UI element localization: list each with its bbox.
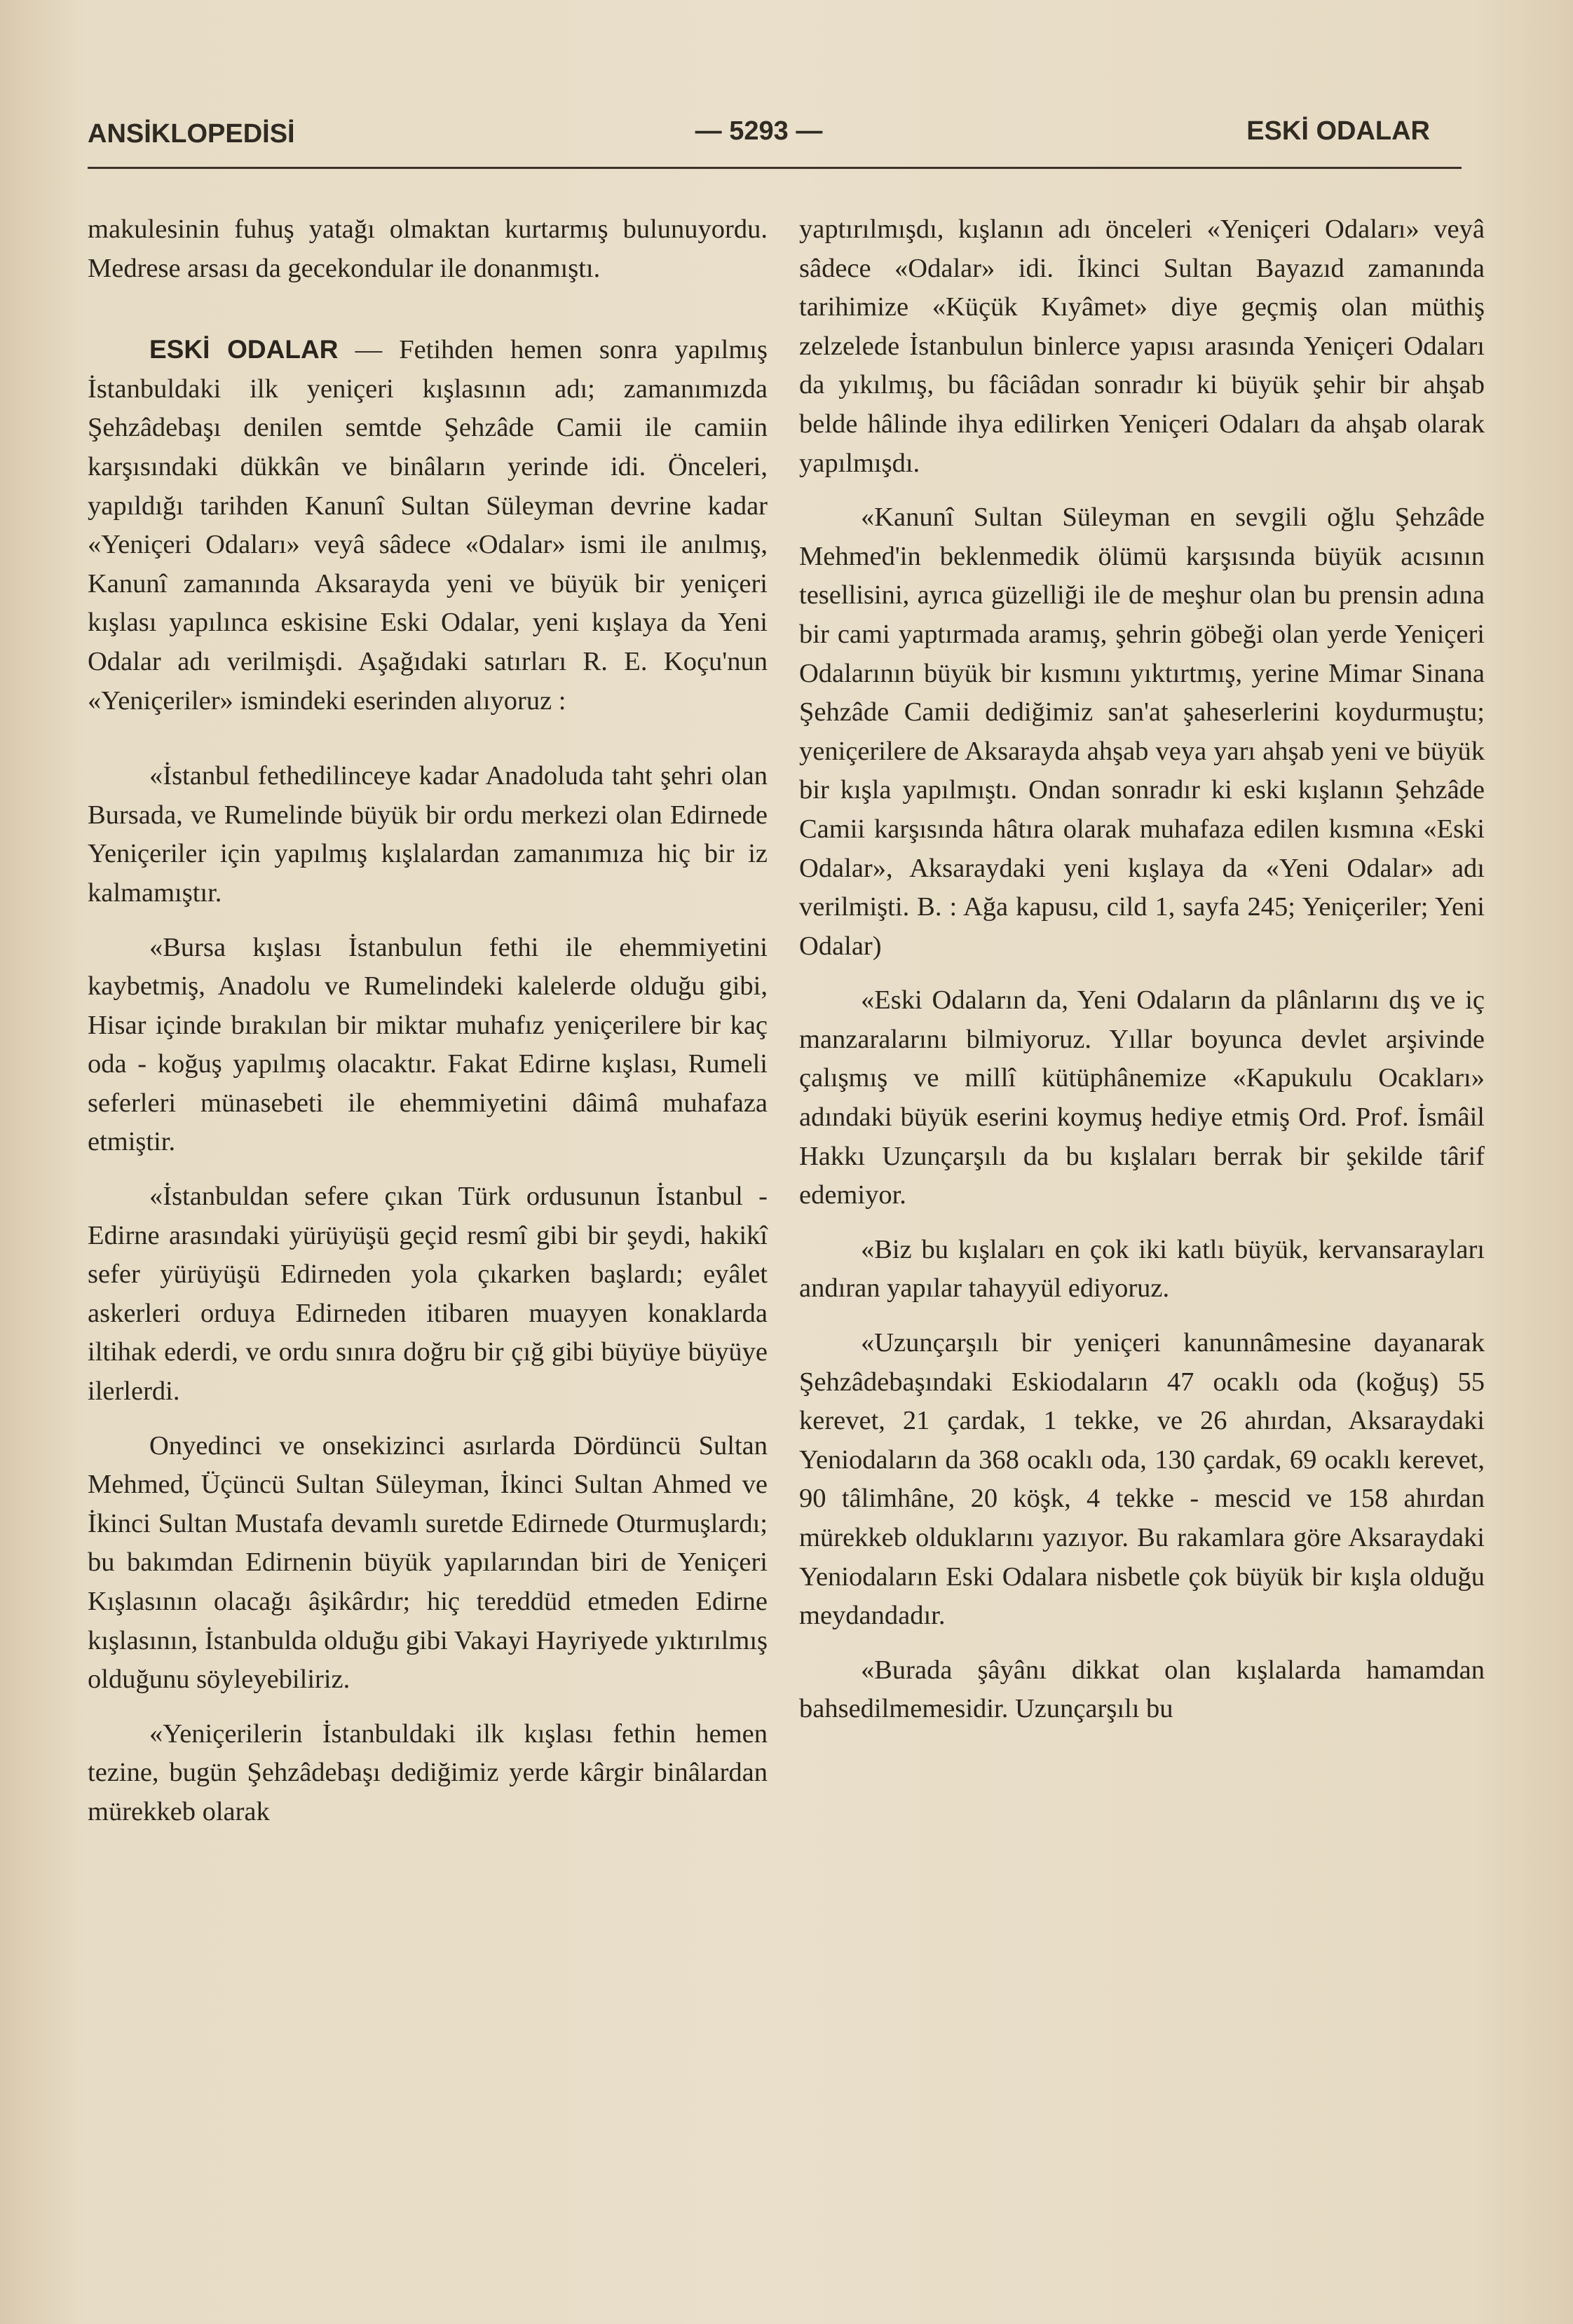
paragraph: «Bursa kışlası İstanbulun fethi ile ehemmiyetini kaybetmiş, Anadolu ve Rumelindeki kalelerde olduğu gibi, Hisar içinde bırakılan bir miktar muhafız yeniçerilere bir kaç oda - koğuş yapılmış olacaktır. Fakat Edirne kışlası, Rumeli seferleri münasebeti ile ehemmiyetini dâimâ muhafaza etmiştir. [88,932,768,1157]
paragraph: «İstanbul fethedilinceye kadar Anadoluda taht şehri olan Bursada, ve Rumelinde büyük bir ordu merkezi olan Edirnede Yeniçeriler için yapılmış kışlalardan zamanımıza hiç bir iz kalmamıştır. [88,761,768,908]
right-column [799,210,1485,1729]
paragraph: «Yeniçerilerin İstanbuldaki ilk kışlası fethin hemen tezine, bugün Şehzâdebaşı dediğimiz yerde kârgir binâlardan mürekkeb olarak [88,1718,768,1826]
running-head-right: ESKİ ODALAR [1246,116,1430,146]
paragraph: «Eski Odaların da, Yeni Odaların da plânlarını dış ve iç manzaralarını bilmiyoruz. Yıllar boyunca devlet arşivinde çalışmış ve millî kütüphânemize «Kapukulu Ocakları» adındaki büyük eserini koymuş hediye etmiş Ord. Prof. İsmâil Hakkı Uzunçarşılı da bu kışlaları berrak bir şekilde târif edemiyor. [799,985,1485,1210]
entry-title: ESKİ ODALAR [149,335,339,364]
page-header [88,112,1430,161]
paragraph: yaptırılmışdı, kışlanın adı önceleri «Yeniçeri Odaları» veyâ sâdece «Odalar» idi. İkinci Sultan Bayazıd zamanında tarihimize «Küçük Kıyâmet» diye geçmiş olan müthiş zelzelede İstanbulun binlerce yapısı arasında Yeniçeri Odaları da yıkılmış, bu fâciâdan sonradır ki büyük şehir bir ahşab belde hâlinde ihya edilirken Yeniçeri Odaları da ahşab olarak yapılmışdı. [799,214,1485,478]
paragraph: «Biz bu kışlaları en çok iki katlı büyük, kervansarayları andıran yapılar tahayyül ediyoruz. [799,1234,1485,1304]
paragraph: «Kanunî Sultan Süleyman en sevgili oğlu Şehzâde Mehmed'in beklenmedik ölümü karşısında büyük acısının tesellisini, ayrıca güzelliği ile de meşhur olan bu prensin adına bir cami yaptırmada aramış, şehrin göbeği olan yerde Yeniçeri Odalarının büyük bir kısmını yıktırtmış, yerine Mimar Sinana Şehzâde Camii dediğimiz san'at şaheserlerini koydurmuştu; yeniçerilere de Aksarayda ahşab veya yarı ahşab yeni ve büyük bir kışla yapılmıştı. Ondan sonradır ki eski kışlanın Şehzâde Camii karşısında hâtıra olarak muhafaza edilen kısmına «Eski Odalar», Aksaraydaki yeni kışlaya da «Yeni Odalar» adı verilmişti. B. : Ağa kapusu, cild 1, sayfa 245; Yeniçeriler; Yeni Odalar) [799,503,1485,961]
paragraph: Onyedinci ve onsekizinci asırlarda Dördüncü Sultan Mehmed, Üçüncü Sultan Süleyman, İkinci Sultan Ahmed ve İkinci Sultan Mustafa devamlı suretde Edirnede Oturmuşlardı; bu bakımdan Edirnenin büyük yapılarından biri de Yeniçeri Kışlasının olacağı âşikârdır; hiç tereddüd etmeden Edirne kışlasının, İstanbulda olduğu gibi Vakayi Hayriyede yıktırılmış olduğunu söyleyebiliriz. [88,1430,768,1695]
entry-paragraph [88,330,768,720]
paragraph: «İstanbuldan sefere çıkan Türk ordusunun İstanbul - Edirne arasındaki yürüyüşü geçid resmî gibi bir şeydi, hakikî sefer yürüyüşü Edirneden yola çıkarken başlardı; eyâlet askerleri orduya Edirneden itibaren muayyen konaklarda iltihak ederdi, ve ordu sınıra doğru bir çığ gibi büyüye büyüye ilerlerdi. [88,1182,768,1407]
header-rule [88,167,1462,169]
page-number: — 5293 — [695,116,823,146]
entry-text: — Fetihden hemen sonra yapılmış İstanbuldaki ilk yeniçeri kışlasının adı; zamanımızda Şehzâdebaşı denilen semtde Şehzâde Camii ile camiin karşısındaki dükkân ve binâların yerinde idi. Önceleri, yapıldığı tarihden Kanunî Sultan Süleyman devrine kadar «Yeniçeri Odaları» veyâ sâdece «Odalar» ismi ile anılmış, Kanunî zamanında Aksarayda yeni ve büyük bir yeniçeri kışlası yapılınca eskisine Eski Odalar, yeni kışlaya da Yeni Odalar adı verilmişdi. Aşağıdaki satırları R. E. Koçu'nun «Yeniçeriler» ismindeki eserinden alıyoruz : [88,335,768,716]
paragraph: «Burada şâyânı dikkat olan kışlalarda hamamdan bahsedilmemesidir. Uzunçarşılı bu [799,1655,1485,1724]
left-column [88,210,768,1832]
paragraph: makulesinin fuhuş yatağı olmaktan kurtarmış bulunuyordu. Medrese arsası da gecekondular ile donanmıştı. [88,214,768,283]
paragraph: «Uzunçarşılı bir yeniçeri kanunnâmesine dayanarak Şehzâdebaşındaki Eskiodaların 47 ocaklı oda (koğuş) 55 kerevet, 21 çardak, 1 tekke, ve 26 ahırdan, Aksaraydaki Yeniodaların da 368 ocaklı oda, 130 çardak, 69 ocaklı kerevet, 90 tâlimhâne, 20 köşk, 4 tekke - mescid ve 158 ahırdan mürekkeb olduklarını yazıyor. Bu rakamlara göre Aksaraydaki Yeniodaların Eski Odalara nisbetle çok büyük bir kışla olduğu meydandadır. [799,1328,1485,1631]
running-head-left: ANSİKLOPEDİSİ [88,119,295,149]
